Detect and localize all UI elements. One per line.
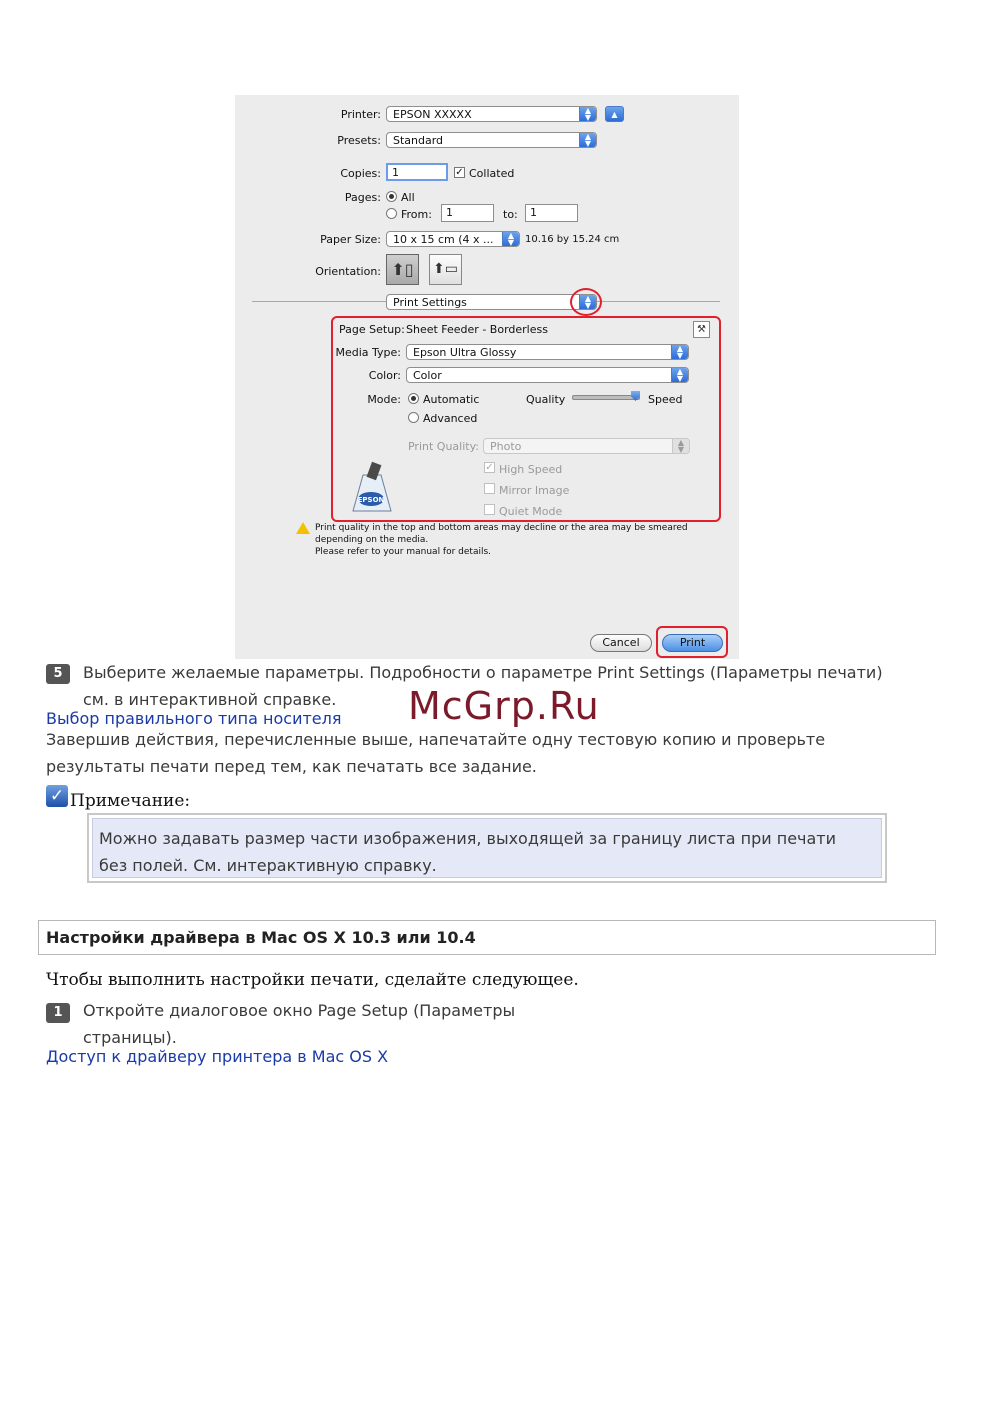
warning-icon [296,522,310,534]
collated-label: Collated [469,167,515,180]
warning-line-1: Print quality in the top and bottom areas may decline or the area may be smeared [315,523,688,533]
step-5-line-1: Выберите желаемые параметры. Подробности о параметре Print Settings (Параметры печати) [83,663,883,682]
color-label: Color: [368,369,401,382]
step-1-text [83,997,583,1051]
presets-select-value: Standard [393,134,444,147]
warning-line-2: depending on the media. [315,535,429,545]
collated-checkbox[interactable]: ✓ [455,167,464,178]
mode-label: Mode: [367,393,401,406]
section-heading: Настройки драйвера в Mac OS X 10.3 или 10.4 [46,928,476,947]
paper-size-select[interactable] [386,231,520,247]
pages-all-radio[interactable] [386,191,397,202]
quality-speed-slider[interactable] [572,395,640,400]
high-speed-label: High Speed [499,463,563,476]
select-arrows-icon: ▲ ▼ [671,345,688,359]
color-select-value: Color [413,369,442,382]
pages-from-radio[interactable] [386,208,397,219]
intro-text: Чтобы выполнить настройки печати, сделайте следующее. [46,970,579,990]
epson-logo: EPSON [357,496,385,504]
mode-automatic-radio[interactable] [408,393,419,404]
pages-label: Pages: [344,191,381,204]
portrait-orientation-icon[interactable]: ⬆▯ [386,254,419,285]
section-heading-box [38,920,936,955]
note-title: Примечание: [70,791,191,811]
utility-tools-icon[interactable]: ⚒ [693,321,710,338]
disclosure-triangle-icon[interactable]: ▲ [605,106,624,122]
step-5-line-2: см. в интерактивной справке. [83,690,337,709]
note-line-1: Можно задавать размер части изображения, выходящей за границу листа при печати [99,829,837,848]
quiet-mode-checkbox[interactable] [484,504,495,515]
note-line-2: без полей. См. интерактивную справку. [99,856,437,875]
select-arrows-icon: ▲ ▼ [672,439,689,453]
mode-advanced-label: Advanced [423,412,478,425]
printer-select[interactable] [386,106,597,122]
presets-label: Presets: [337,134,381,147]
epson-printer-icon [347,461,395,513]
note-box [87,813,887,883]
media-type-label: Media Type: [335,346,401,359]
speed-label: Speed [648,393,683,406]
warning-line-3: Please refer to your manual for details. [315,547,492,557]
media-type-link[interactable]: Выбор правильного типа носителя [46,709,342,728]
select-arrows-icon: ▲ ▼ [502,232,519,246]
color-select[interactable] [406,367,689,383]
media-type-value: Epson Ultra Glossy [413,346,517,359]
mode-automatic-label: Automatic [423,393,480,406]
from-input[interactable]: 1 [441,204,494,222]
note-check-icon: ✓ [46,785,68,807]
watermark: McGrp.Ru [408,684,600,728]
copies-input[interactable]: 1 [386,163,448,181]
paper-size-label: Paper Size: [320,233,381,246]
pages-all-label: All [401,191,415,204]
after-text [46,726,946,780]
quality-label: Quality [526,393,566,406]
select-arrows-icon: ▲ ▼ [671,368,688,382]
print-button[interactable]: Print [662,634,723,652]
paper-size-value: 10 x 15 cm (4 x ... [393,233,494,246]
print-quality-label: Print Quality: [407,440,479,453]
mirror-image-label: Mirror Image [499,484,570,497]
page-setup-value: Sheet Feeder - Borderless [406,323,548,336]
after-text-line-1: Завершив действия, перечисленные выше, напечатайте одну тестовую копию и проверьте [46,730,826,749]
to-input[interactable]: 1 [525,204,578,222]
to-label: to: [503,208,518,221]
step-5-badge: 5 [46,664,70,684]
select-arrows-icon: ▲ ▼ [579,133,596,147]
copies-label: Copies: [340,167,381,180]
section-select[interactable] [386,294,597,310]
mirror-image-checkbox[interactable] [484,483,495,494]
after-text-line-2: результаты печати перед тем, как печатать все задание. [46,757,537,776]
note-inner [92,818,882,878]
printer-select-value: EPSON XXXXX [393,108,472,121]
media-type-select[interactable] [406,344,689,360]
step-1-line-1: Откройте диалоговое окно Page Setup (Параметры [83,1001,516,1020]
pages-from-label: From: [401,208,432,221]
high-speed-checkbox[interactable]: ✓ [485,462,494,473]
mode-advanced-radio[interactable] [408,412,419,423]
quiet-mode-label: Quiet Mode [499,505,563,518]
print-quality-select[interactable] [483,438,690,454]
select-arrows-icon: ▲ ▼ [579,107,596,121]
step-1-line-2: страницы). [83,1028,177,1047]
note-text [99,825,879,879]
step-1-badge: 1 [46,1003,70,1023]
driver-access-link[interactable]: Доступ к драйверу принтера в Mac OS X [46,1047,389,1066]
presets-select[interactable] [386,132,597,148]
select-arrows-icon: ▲ ▼ [579,295,596,309]
print-dialog-screenshot [235,95,739,659]
orientation-label: Orientation: [315,265,381,278]
print-quality-value: Photo [490,440,522,453]
page-setup-label: Page Setup: [339,323,405,336]
highlight-circle [570,288,602,316]
printer-label: Printer: [340,108,381,121]
paper-size-dims: 10.16 by 15.24 cm [525,234,620,245]
landscape-orientation-icon[interactable]: ⬆▭ [429,254,462,285]
section-select-value: Print Settings [393,296,467,309]
cancel-button[interactable]: Cancel [590,634,652,652]
